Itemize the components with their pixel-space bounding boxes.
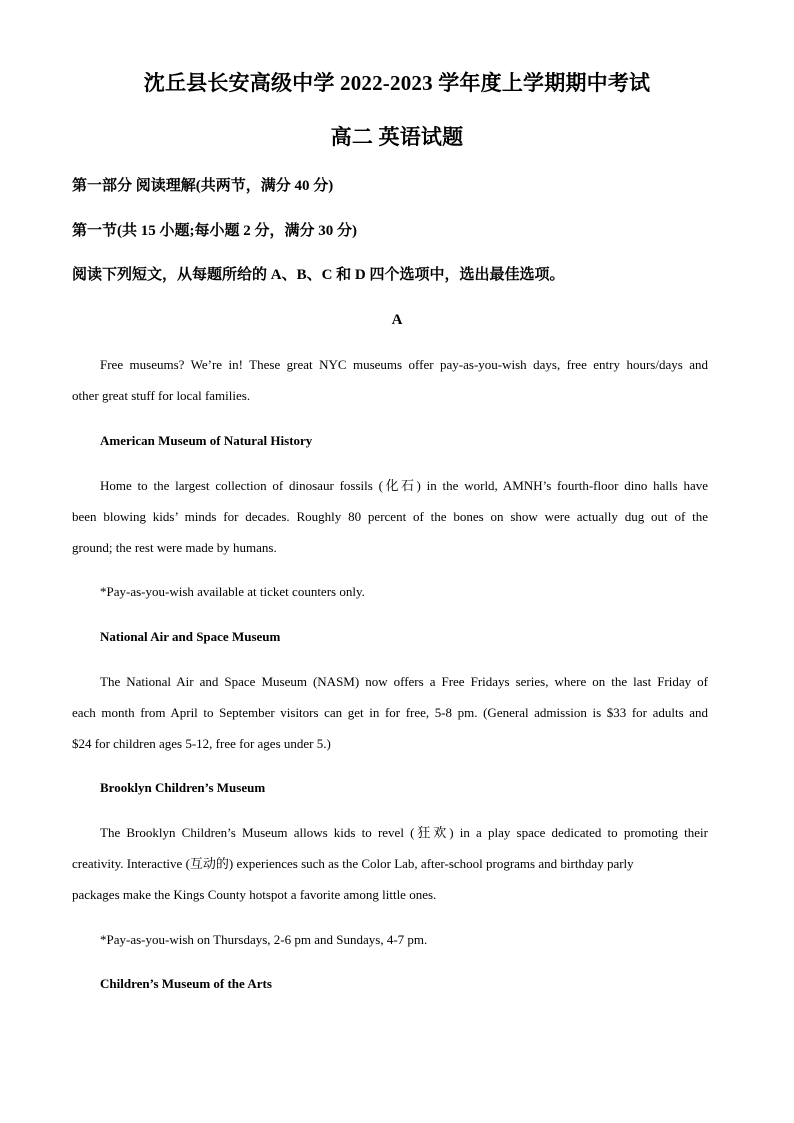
museum-text-line: been blowing kids’ minds for decades. Roughly 80 percent of the bones on show were actually dug out of the [72, 509, 708, 524]
museum-text-line: creativity. Interactive (互动的) experiences such as the Color Lab, after-school programs and birthday parly [72, 856, 634, 871]
museum-heading: National Air and Space Museum [100, 629, 281, 644]
exam-subtitle: 高二 英语试题 [330, 125, 464, 149]
museum-text-line: packages make the Kings County hotspot a favorite among little ones. [72, 887, 437, 902]
passage-label: A [391, 312, 403, 328]
section-heading: 第一节(共 15 小题;每小题 2 分，满分 30 分) [72, 223, 357, 239]
museum-text-line: The Brooklyn Children’s Museum allows kids to revel (狂欢) in a play space dedicated to promoting their [100, 825, 708, 840]
museum-text-line: Home to the largest collection of dinosaur fossils (化石) in the world, AMNH’s fourth-floor dino halls have [100, 478, 708, 493]
part-heading: 第一部分 阅读理解(共两节，满分 40 分) [72, 178, 334, 194]
museum-text-line: The National Air and Space Museum (NASM) now offers a Free Fridays series, where on the last Friday of [100, 674, 708, 689]
museum-heading: Brooklyn Children’s Museum [100, 780, 266, 795]
museum-heading: American Museum of Natural History [100, 433, 313, 448]
museum-text-line: ground; the rest were made by humans. [72, 540, 277, 555]
museum-text-line: $24 for children ages 5-12, free for ages under 5.) [72, 736, 331, 751]
intro-line: other great stuff for local families. [72, 388, 251, 403]
intro-line: Free museums? We’re in! These great NYC museums offer pay-as-you-wish days, free entry hours/days and [100, 357, 708, 372]
museum-heading: Children’s Museum of the Arts [100, 976, 272, 991]
directions: 阅读下列短文，从每题所给的 A、B、C 和 D 四个选项中，选出最佳选项。 [72, 267, 565, 283]
museum-note: *Pay-as-you-wish on Thursdays, 2-6 pm and Sundays, 4-7 pm. [100, 932, 428, 947]
museum-text-line: each month from April to September visitors can get in for free, 5-8 pm. (General admission is $33 for adults and [72, 705, 708, 720]
exam-title: 沈丘县长安高级中学 2022-2023 学年度上学期期中考试 [143, 71, 651, 95]
museum-note: *Pay-as-you-wish available at ticket counters only. [100, 584, 365, 599]
